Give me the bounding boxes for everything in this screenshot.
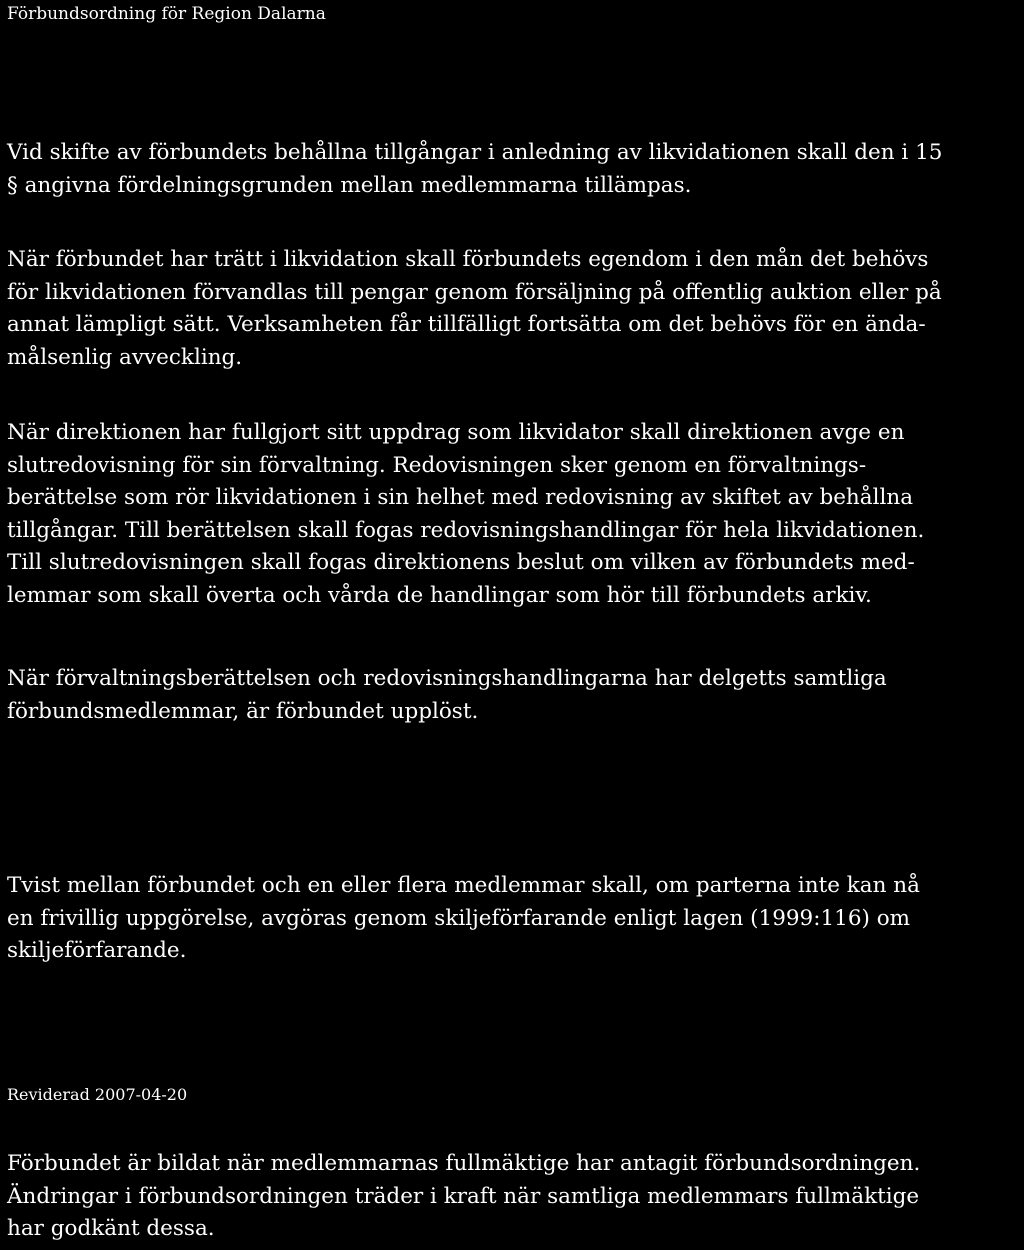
text-line: lemmar som skall överta och vårda de handlingar som hör till förbundets arkiv. bbox=[7, 582, 872, 608]
paragraph-dissolution bbox=[7, 663, 887, 728]
text-line: har godkänt dessa. bbox=[7, 1216, 215, 1241]
text-line: Vid skifte av förbundets behållna tillgångar i anledning av likvidationen skall den i 15 bbox=[7, 140, 943, 165]
text-line: förbundsmedlemmar, är förbundet upplöst. bbox=[7, 698, 479, 724]
text-line: målsenlig avveckling. bbox=[7, 344, 243, 370]
revision-date: Reviderad 2007-04-20 bbox=[7, 1085, 188, 1104]
text-line: tillgångar. Till berättelsen skall fogas redovisningshandlingar för hela likvidationen. bbox=[7, 517, 925, 543]
text-line: för likvidationen förvandlas till pengar genom försäljning på offentlig auktion eller på bbox=[7, 279, 942, 305]
text-line: berättelse som rör likvidationen i sin helhet med redovisning av skiftet av behållna bbox=[7, 485, 914, 510]
text-line: Tvist mellan förbundet och en eller flera medlemmar skall, om parterna inte kan nå bbox=[7, 873, 920, 898]
text-line: § angivna fördelningsgrunden mellan medlemmarna tillämpas. bbox=[7, 172, 692, 198]
paragraph-final-accounting bbox=[7, 417, 924, 612]
text-line: Förbundet är bildat när medlemmarnas fullmäktige har antagit förbundsordningen. bbox=[7, 1151, 921, 1176]
text-line: När förvaltningsberättelsen och redovisningshandlingarna har delgetts samtliga bbox=[7, 666, 887, 691]
text-line: slutredovisning för sin förvaltning. Redovisningen sker genom en förvaltnings- bbox=[7, 452, 867, 478]
paragraph-formation bbox=[7, 1148, 920, 1246]
document-header: Förbundsordning för Region Dalarna bbox=[7, 4, 326, 24]
paragraph-asset-distribution bbox=[7, 137, 942, 202]
text-line: annat lämpligt sätt. Verksamheten får tillfälligt fortsätta om det behövs för en ända- bbox=[7, 312, 926, 337]
paragraph-disputes bbox=[7, 870, 920, 968]
text-line: När direktionen har fullgjort sitt uppdrag som likvidator skall direktionen avge en bbox=[7, 420, 905, 445]
text-line: När förbundet har trätt i likvidation skall förbundets egendom i den mån det behövs bbox=[7, 247, 929, 272]
text-line: skiljeförfarande. bbox=[7, 938, 187, 963]
text-line: en frivillig uppgörelse, avgöras genom skiljeförfarande enligt lagen (1999:116) om bbox=[7, 905, 911, 931]
paragraph-liquidation-sale bbox=[7, 244, 942, 374]
text-line: Till slutredovisningen skall fogas direktionens beslut om vilken av förbundets med- bbox=[7, 550, 915, 575]
text-line: Ändringar i förbundsordningen träder i kraft när samtliga medlemmars fullmäktige bbox=[7, 1183, 920, 1209]
